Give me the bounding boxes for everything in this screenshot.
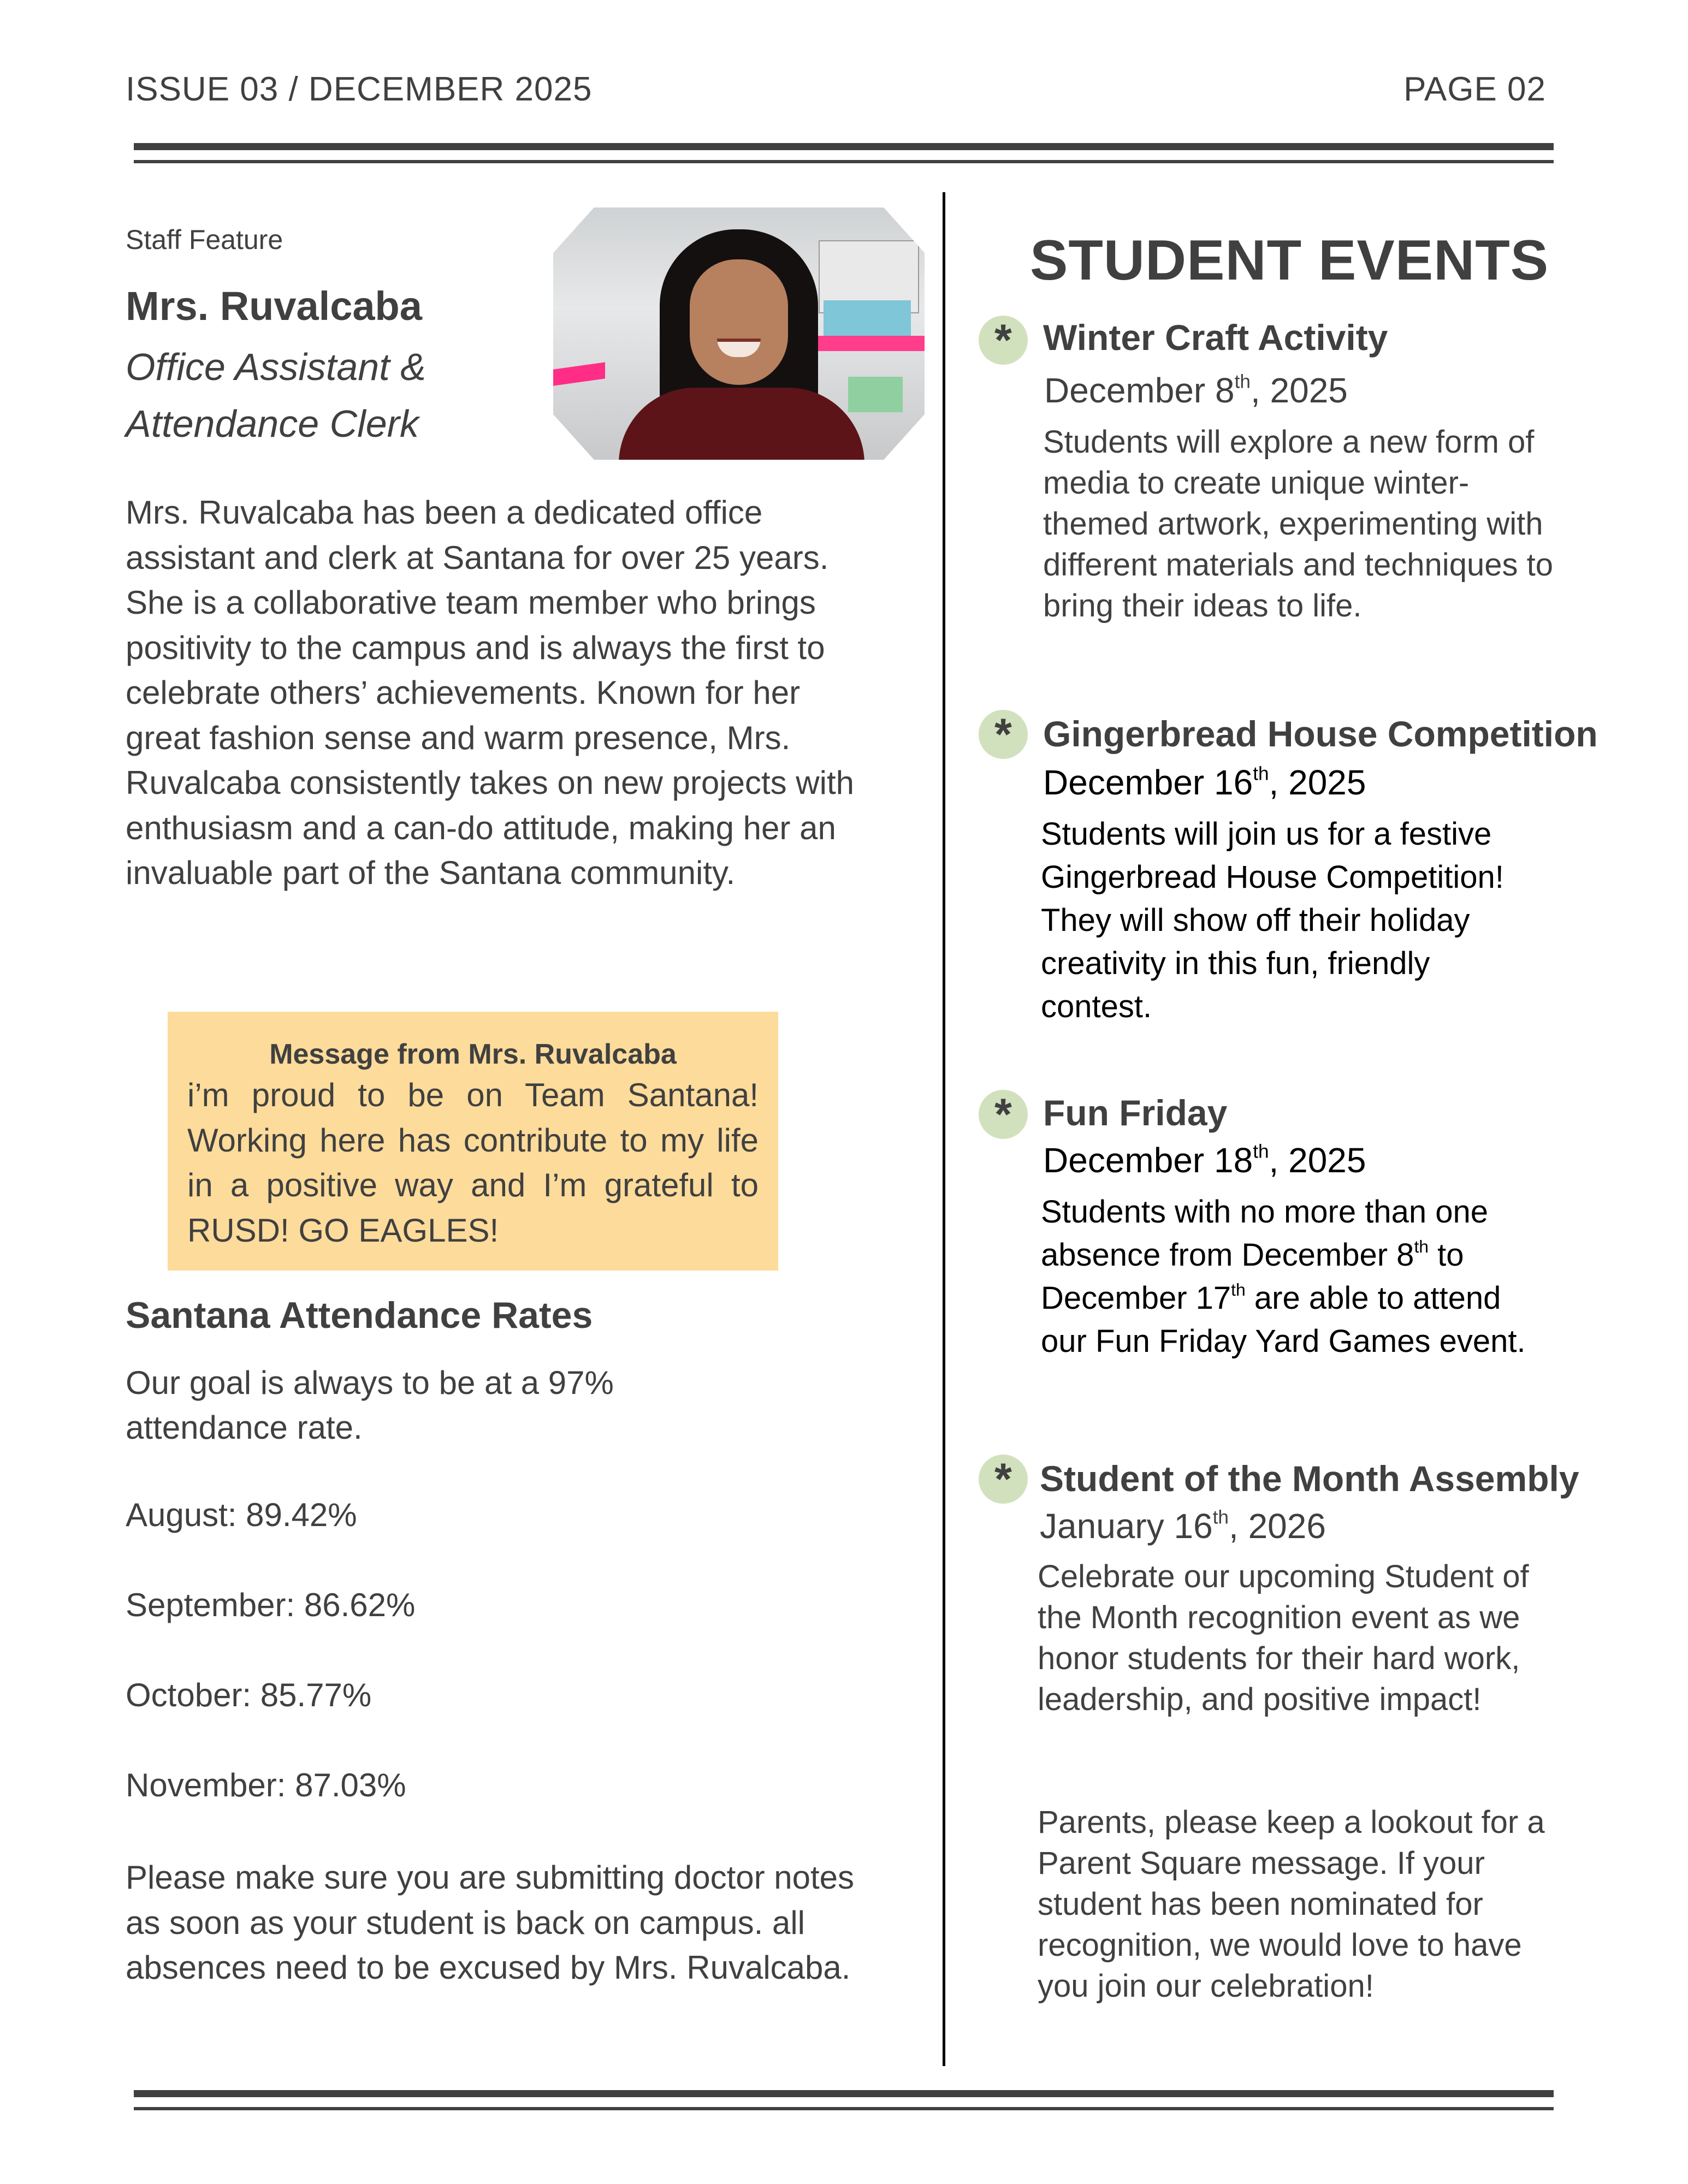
message-body: i’m proud to be on Team Santana! Working here has contribute to my life in a positive way and I’m grateful to RUSD! GO EAGLES! bbox=[187, 1077, 759, 1249]
asterisk-icon: * bbox=[979, 710, 1028, 759]
event-date bbox=[1043, 1140, 1366, 1180]
header-rule-thin bbox=[134, 160, 1554, 163]
event-date-year: , 2025 bbox=[1269, 1141, 1366, 1180]
ordinal-suffix: th bbox=[1231, 1280, 1246, 1300]
staff-name: Mrs. Ruvalcaba bbox=[126, 283, 422, 329]
event-description-text: to December 17 bbox=[1041, 1237, 1464, 1316]
event-title: Fun Friday bbox=[1043, 1093, 1228, 1133]
attendance-rate-november: November: 87.03% bbox=[126, 1767, 406, 1803]
event-title: Winter Craft Activity bbox=[1043, 317, 1388, 358]
section-kicker: Staff Feature bbox=[126, 224, 283, 255]
ordinal-suffix: th bbox=[1414, 1237, 1429, 1257]
asterisk-icon: * bbox=[979, 316, 1028, 365]
page-number: PAGE 02 bbox=[1403, 70, 1546, 108]
event-date-year: , 2026 bbox=[1229, 1506, 1326, 1546]
photo-bg-folder bbox=[824, 300, 911, 339]
photo-bg-tray bbox=[815, 336, 925, 351]
staff-role-line: Office Assistant & bbox=[126, 346, 426, 388]
attendance-title: Santana Attendance Rates bbox=[126, 1295, 593, 1336]
event-date-year: , 2025 bbox=[1269, 763, 1366, 802]
event-date bbox=[1040, 1506, 1326, 1546]
staff-bio: Mrs. Ruvalcaba has been a dedicated office assistant and clerk at Santana for over 25 years. She is a collaborative team member who brings positivity to the campus and is always the first to celebrate others’ achievements. Known for her great fashion sense and warm presence, Mrs. Ruvalcaba consistently takes on new projects with enthusiasm and a can-do attitude, making her an invaluable part of the Santana community. bbox=[126, 494, 855, 891]
staff-photo bbox=[553, 207, 925, 460]
event-date-day: December 18 bbox=[1043, 1141, 1253, 1180]
attendance-intro: Our goal is always to be at a 97% attendance rate. bbox=[126, 1364, 614, 1446]
event-date-suffix: th bbox=[1253, 763, 1269, 785]
photo-bg-paper bbox=[848, 377, 903, 412]
header-rule-thick bbox=[134, 143, 1554, 150]
photo-face bbox=[690, 259, 788, 385]
event-date-suffix: th bbox=[1253, 1141, 1269, 1162]
event-date-day: December 16 bbox=[1043, 763, 1253, 802]
event-description: Students will join us for a festive Gingerbread House Competition! They will show off their holiday creativity in this fun, friendly contest. bbox=[1041, 816, 1504, 1024]
footer-rule-thin bbox=[134, 2107, 1554, 2110]
footer-rule-thick bbox=[134, 2090, 1554, 2097]
photo-shirt bbox=[619, 388, 864, 460]
event-date-day: December 8 bbox=[1044, 371, 1235, 410]
photo-bg-tray bbox=[553, 362, 605, 385]
event-description bbox=[1041, 1190, 1532, 1363]
event-date bbox=[1043, 762, 1366, 803]
attendance-rate-august: August: 89.42% bbox=[126, 1497, 357, 1533]
attendance-rate-october: October: 85.77% bbox=[126, 1677, 372, 1713]
column-divider bbox=[943, 192, 945, 2066]
event-description-text: Students with no more than one absence from December 8 bbox=[1041, 1194, 1488, 1273]
event-description-extra: Parents, please keep a lookout for a Parent Square message. If your student has been nominated for recognition, we would love to have you join our celebration! bbox=[1038, 1805, 1545, 2004]
event-title: Student of the Month Assembly bbox=[1040, 1458, 1579, 1499]
event-description: Celebrate our upcoming Student of the Month recognition event as we honor students for their hard work, leadership, and positive impact! bbox=[1038, 1559, 1529, 1717]
event-date bbox=[1044, 370, 1348, 411]
event-date-suffix: th bbox=[1212, 1506, 1229, 1528]
event-date-day: January 16 bbox=[1040, 1506, 1213, 1546]
event-date-year: , 2025 bbox=[1250, 371, 1348, 410]
message-callout bbox=[168, 1012, 778, 1271]
event-description-text: are able to attend our Fun Friday Yard Games event. bbox=[1041, 1280, 1526, 1359]
event-description: Students will explore a new form of media to create unique winter-themed artwork, experimenting with different materials and techniques to bring their ideas to life. bbox=[1043, 424, 1553, 624]
staff-role-line: Attendance Clerk bbox=[126, 402, 419, 445]
asterisk-icon: * bbox=[979, 1455, 1028, 1504]
event-title: Gingerbread House Competition bbox=[1043, 714, 1598, 754]
asterisk-icon: * bbox=[979, 1090, 1028, 1139]
staff-role bbox=[126, 339, 508, 452]
issue-label: ISSUE 03 / DECEMBER 2025 bbox=[126, 70, 593, 108]
event-date-suffix: th bbox=[1234, 371, 1251, 393]
attendance-rate-september: September: 86.62% bbox=[126, 1587, 416, 1623]
attendance-note: Please make sure you are submitting doctor notes as soon as your student is back on campus. all absences need to be excused by Mrs. Ruvalcaba. bbox=[126, 1859, 855, 1986]
message-title: Message from Mrs. Ruvalcaba bbox=[269, 1038, 677, 1070]
events-title: STUDENT EVENTS bbox=[1030, 229, 1549, 292]
